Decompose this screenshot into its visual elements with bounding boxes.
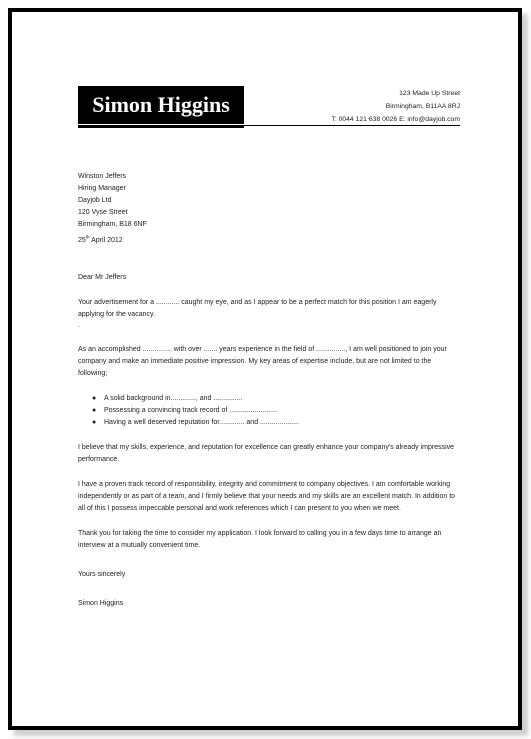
paragraph-experience: As an accomplished ............... with over ....... years experience in the field of ..............., I am well positioned to join your company and make an immediate positive impression. My key areas of expertise include, but are not limited to the following;: [78, 346, 447, 377]
recipient-line: Birmingham, B18 6NF: [78, 221, 147, 228]
closing: Yours sincerely: [78, 571, 126, 578]
contact-line: T: 0044 121 638 0026 E: info@dayjob.com: [331, 116, 460, 123]
recipient-line: Winston Jeffers: [78, 173, 127, 180]
list-item: [78, 405, 462, 417]
address-line: 123 Made Up Street: [399, 90, 460, 97]
stray-mark: .: [78, 322, 80, 329]
recipient-line: Dayjob Ltd: [78, 197, 112, 204]
address-line: Birmingham, B11AA 8RJ: [385, 103, 460, 110]
list-item-text: Possessing a convincing track record of .........................: [104, 407, 278, 414]
signature-name: Simon Higgins: [78, 600, 124, 607]
date-rest: April 2012: [89, 237, 123, 244]
bullet-icon: ●: [92, 419, 97, 426]
bullet-icon: ●: [92, 407, 97, 414]
letter-page: [12, 12, 518, 726]
list-item: [78, 393, 462, 405]
date-suffix: th: [85, 234, 90, 240]
salutation: Dear Mr Jeffers: [78, 274, 127, 281]
paragraph-record: I have a proven track record of responsibility, integrity and commitment to company objectives. I am comfortable working independently or as part of a team, and I firmly believe that your needs and my skills are an excellent match. In addition to all of this I possess impeccable personal and work references which I can present to you when we meet.: [78, 481, 456, 512]
list-item: [78, 417, 462, 429]
bullet-icon: ●: [92, 395, 97, 402]
sender-address: [331, 87, 460, 126]
sender-name: Simon Higgins: [78, 86, 244, 124]
document-frame: [8, 8, 522, 730]
date-day: 25: [78, 237, 86, 244]
header-rule-accent: [78, 126, 244, 128]
recipient-address: [78, 171, 462, 231]
expertise-list: [78, 393, 462, 429]
recipient-line: Hiring Manager: [78, 185, 126, 192]
recipient-line: 120 Vyse Street: [78, 209, 128, 216]
paragraph-intro: Your advertisement for a ............ caught my eye, and as I appear to be a perfect match for this position I am eagerly applying for the vacancy.: [78, 299, 437, 318]
letter-date: [78, 235, 462, 247]
list-item-text: A solid background in............., and ...............: [104, 395, 243, 402]
paragraph-skills: I believe that my skills, experience, and reputation for excellence can greatly enhance your company's already impressive performance.: [78, 444, 455, 463]
letter-body: [78, 171, 462, 623]
list-item-text: Having a well deserved reputation for............. and ....................: [104, 419, 299, 426]
paragraph-thanks: Thank you for taking the time to consider my application. I look forward to calling you in a few days time to arrange an interview at a mutually convenient time.: [78, 530, 442, 549]
